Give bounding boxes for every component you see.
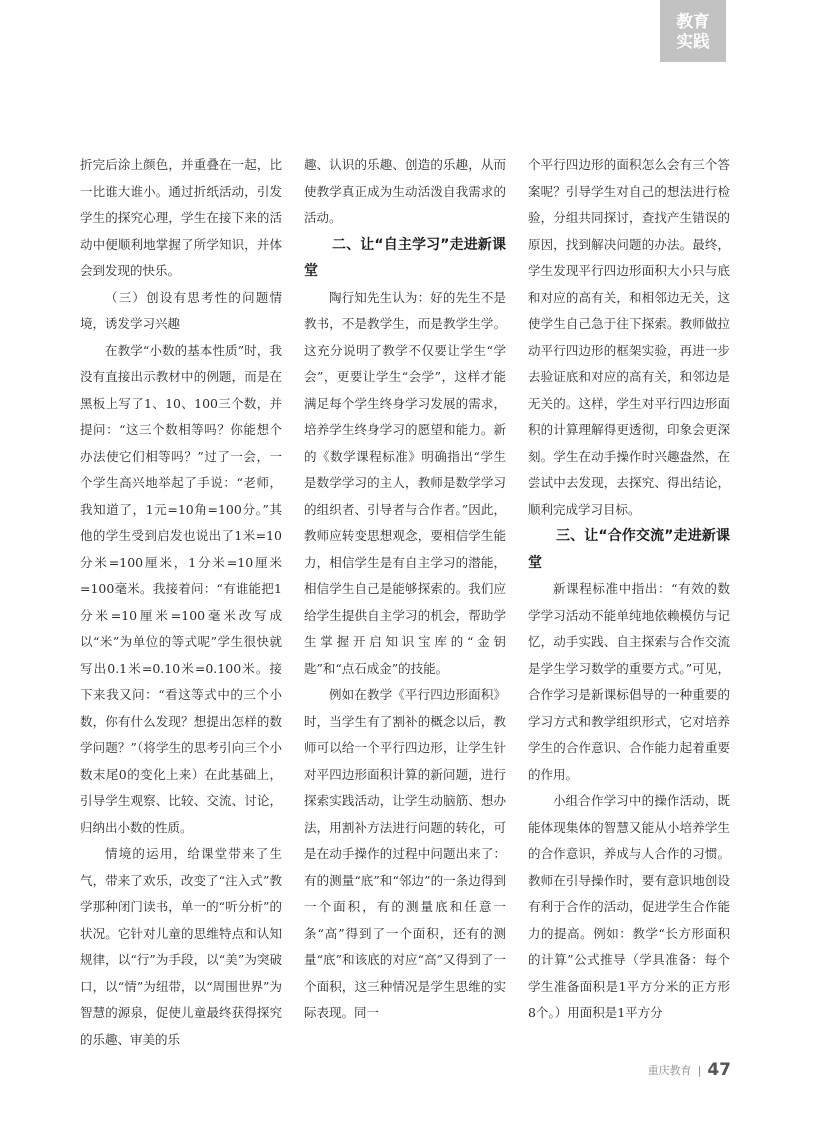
paragraph: 新课程标准中指出：“有效的数学学习活动不能单纯地依赖模仿与记忆，动手实践、自主探索与合作交流是学生学习数学的重要方式。”可见，合作学习是新课标倡导的一种重要的学习方式和教学组织形式，它对培养学生的合作意识、合作能力起着重要的作用。 (528, 581, 730, 782)
section-heading: 三、让“合作交流”走进新课堂 (528, 528, 730, 571)
page-number: 47 (707, 1060, 731, 1080)
paragraph: 个平行四边形的面积怎么会有三个答案呢？引导学生对自己的想法进行检验，分组共同探讨，查找产生错误的原因，找到解决问题的办法。最终，学生发现平行四边形面积大小只与底和对应的高有关，和相邻边无关，这使学生自己急于往下探索。教师做拉动平行四边形的框架实验，再进一步去验证底和对应的高有关，和邻边是无关的。这样，学生对平行四边形面积的计算理解得更透彻，印象会更深刻。学生在动手操作时兴趣盎然，在尝试中去发现，去探究、得出结论，顺利完成学习目标。 (528, 157, 730, 517)
section-heading: 二、让“自主学习”走进新课堂 (304, 236, 506, 279)
section-tab-line1: 教育 (676, 12, 710, 31)
paragraph: 例如在教学《平行四边形面积》时，当学生有了割补的概念以后，教师可以给一个平行四边形，让学生针对平四边形面积计算的新问题，进行探索实践活动，让学生动脑筋、想办法，用割补方法进行问题的转化，可是在动手操作的过程中问题出来了：有的测量“底”和“邻边”的一条边得到一个面积，有的测量底和任意一条“高”得到了一个面积，还有的测量“底”和该底的对应“高”又得到了一个面积，这三种情况是学生思维的实际表现。同一 (304, 687, 506, 1020)
paragraph: 陶行知先生认为：好的先生不是教书，不是教学生，而是教学生学。这充分说明了教学不仅要让学生“学会”，更要让学生“会学”，这样才能满足每个学生终身学习发展的需求，培养学生终身学习的愿望和能力。新的《数学课程标准》明确指出“学生是数学学习的主人，教师是数学学习的组织者、引导者与合作者。”因此，教师应转变思想观念，要相信学生能力，相信学生是有自主学习的潜能，相信学生自己是能够探索的。我们应给学生提供自主学习的机会，帮助学生掌握开启知识宝库的“金钥匙”和“点石成金”的技能。 (304, 289, 506, 676)
page-footer (648, 1060, 731, 1080)
footer-separator: | (697, 1063, 702, 1077)
paragraph: 趣、认识的乐趣、创造的乐趣，从而使教学真正成为生动活泼自我需求的活动。 (304, 157, 506, 225)
section-tab-line2: 实践 (676, 32, 710, 51)
text-column-2 (304, 152, 506, 1027)
paragraph: 小组合作学习中的操作活动，既能体现集体的智慧又能从小培养学生的合作意识，养成与人合作的习惯。教师在引导操作时，要有意识地创设有利于合作的活动，促进学生合作能力的提高。例如：教学“长方形面积的计算”公式推导（学具准备：每个学生准备面积是1平方分米的正方形8个。）用面积是1平方分 (528, 793, 730, 1020)
text-column-1 (80, 152, 282, 1053)
paragraph: 折完后涂上颜色，并重叠在一起，比一比谁大谁小。通过折纸活动，引发学生的探究心理，学生在接下来的活动中便顺利地掌握了所学知识，并体会到发现的快乐。 (80, 157, 282, 278)
paragraph: 情境的运用，给课堂带来了生气，带来了欢乐，改变了“注入式”教学那种闭门读书，单一的“听分析”的状况。它针对儿童的思维特点和认知规律，以“行”为手段，以“美”为突破口，以“情”为纽带，以“周围世界”为智慧的源泉，促使儿童最终获得探究的乐趣、审美的乐 (80, 846, 282, 1047)
section-tab (660, 0, 726, 62)
paragraph: 在教学“小数的基本性质”时，我没有直接出示教材中的例题，而是在黑板上写了1、10、100三个数，并提问：“这三个数相等吗？你能想个办法使它们相等吗？”过了一会，一个学生高兴地举起了手说：“老师，我知道了，1元=10角=100分。”其他的学生受到启发也说出了1米=10分米=100厘米，1分米=10厘米=100毫米。我接着问：“有谁能把1分米=10厘米=100毫米改写成以“米”为单位的等式呢”学生很快就写出0.1米=0.10米=0.100米。接下来我又问：“看这等式中的三个小数，你有什么发现？想提出怎样的数学问题？”（将学生的思考引向三个小数末尾0的变化上来）在此基础上，引导学生观察、比较、交流、讨论，归纳出小数的性质。 (80, 342, 282, 835)
paragraph: （三）创设有思考性的问题情境，诱发学习兴趣 (80, 289, 282, 331)
text-column-3 (528, 152, 730, 1027)
journal-name: 重庆教育 (647, 1064, 692, 1077)
